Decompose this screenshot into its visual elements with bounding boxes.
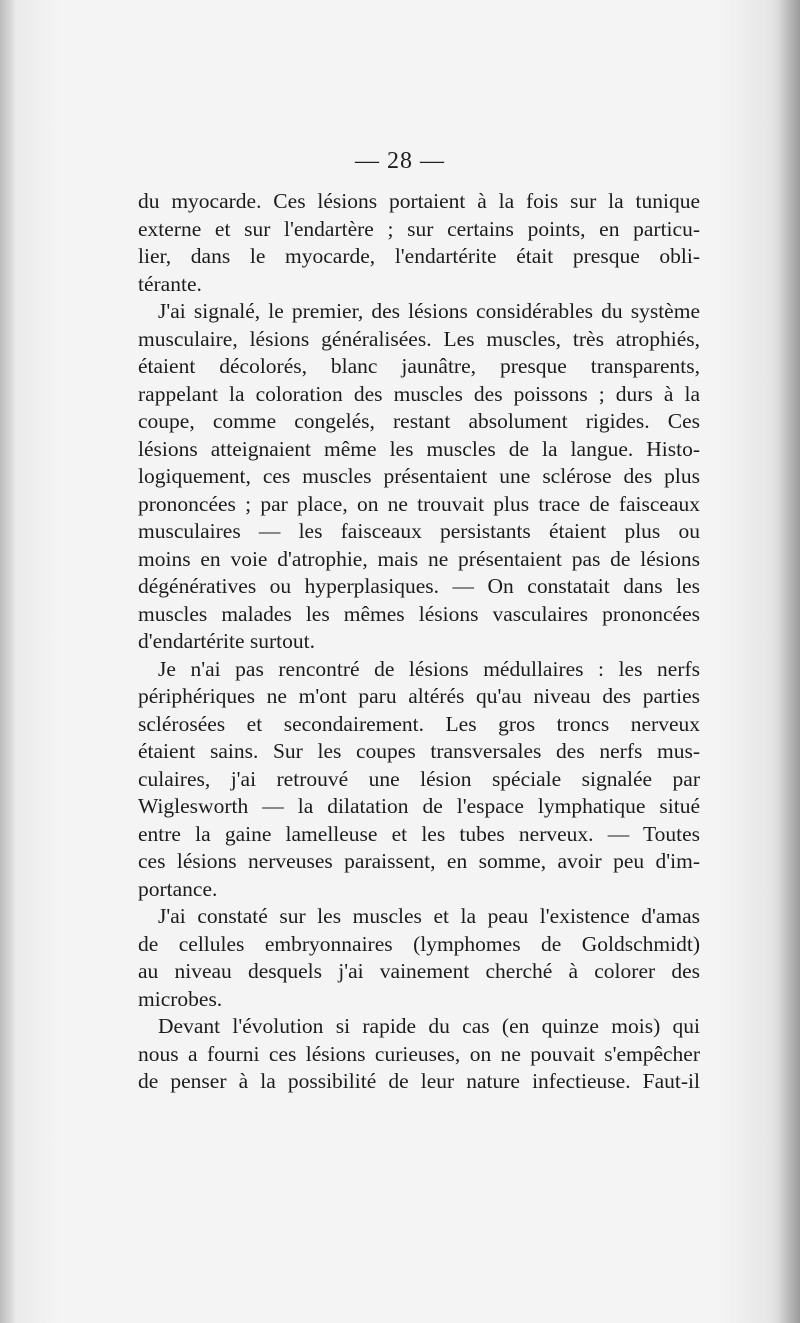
text-line: du myocarde. Ces lésions portaient à la fois sur la tunique — [138, 189, 700, 213]
text-line: nous a fourni ces lésions curieuses, on ne pouvait s'empêcher — [138, 1041, 700, 1066]
text-line: étaient décolorés, blanc jaunâtre, presque transparents, — [138, 354, 700, 378]
text-line: culaires, j'ai retrouvé une lésion spéciale signalée par — [138, 766, 700, 791]
text-line: térante. — [138, 271, 202, 296]
paragraph-5 — [138, 1013, 700, 1096]
page-number: — 28 — — [355, 148, 445, 174]
text-line: J'ai signalé, le premier, des lésions considérables du système — [158, 299, 700, 323]
page-edge-shadow — [778, 0, 800, 1323]
paragraph-4 — [138, 903, 700, 1013]
text-line: périphériques ne m'ont paru altérés qu'au niveau des parties — [138, 684, 700, 708]
text-line: étaient sains. Sur les coupes transversales des nerfs mus- — [138, 739, 700, 763]
gutter-shadow — [0, 0, 14, 1323]
text-line: prononcées ; par place, on ne trouvait plus trace de faisceaux — [138, 491, 700, 516]
paragraph-3 — [138, 656, 700, 904]
text-line: Devant l'évolution si rapide du cas (en quinze mois) qui — [158, 1014, 700, 1038]
text-line: musculaire, lésions généralisées. Les muscles, très atrophiés, — [138, 326, 700, 351]
body-text — [138, 188, 700, 1096]
text-line: portance. — [138, 876, 218, 901]
paragraph-1 — [138, 188, 700, 298]
text-line: Wiglesworth — la dilatation de l'espace lymphatique situé — [138, 794, 700, 818]
text-line: musculaires — les faisceaux persistants étaient plus ou — [138, 519, 700, 543]
text-line: de cellules embryonnaires (lymphomes de Goldschmidt) — [138, 931, 700, 956]
text-line: logiquement, ces muscles présentaient une sclérose des plus — [138, 464, 700, 488]
text-line: externe et sur l'endartère ; sur certains points, en particu- — [138, 216, 700, 241]
text-line: lésions atteignaient même les muscles de la langue. Histo- — [138, 436, 700, 461]
text-line: rappelant la coloration des muscles des poissons ; durs à la — [138, 381, 700, 406]
text-line: moins en voie d'atrophie, mais ne présentaient pas de lésions — [138, 546, 700, 571]
text-line: de penser à la possibilité de leur nature infectieuse. Faut-il — [138, 1069, 700, 1093]
text-line: dégénératives ou hyperplasiques. — On constatait dans les — [138, 574, 700, 598]
text-line: entre la gaine lamelleuse et les tubes nerveux. — Toutes — [138, 821, 700, 846]
text-line: lier, dans le myocarde, l'endartérite était presque obli- — [138, 244, 700, 268]
text-line: microbes. — [138, 986, 223, 1011]
text-line: ces lésions nerveuses paraissent, en somme, avoir peu d'im- — [138, 849, 700, 873]
paragraph-2 — [138, 298, 700, 656]
text-line: d'endartérite surtout. — [138, 629, 316, 653]
text-line: J'ai constaté sur les muscles et la peau l'existence d'amas — [158, 904, 700, 928]
text-line: coupe, comme congelés, restant absolument rigides. Ces — [138, 409, 700, 433]
text-line: Je n'ai pas rencontré de lésions médullaires : les nerfs — [158, 656, 700, 681]
text-line: sclérosées et secondairement. Les gros troncs nerveux — [138, 711, 700, 736]
text-line: au niveau desquels j'ai vainement cherché à colorer des — [138, 959, 700, 983]
text-line: muscles malades les mêmes lésions vasculaires prononcées — [138, 601, 700, 626]
